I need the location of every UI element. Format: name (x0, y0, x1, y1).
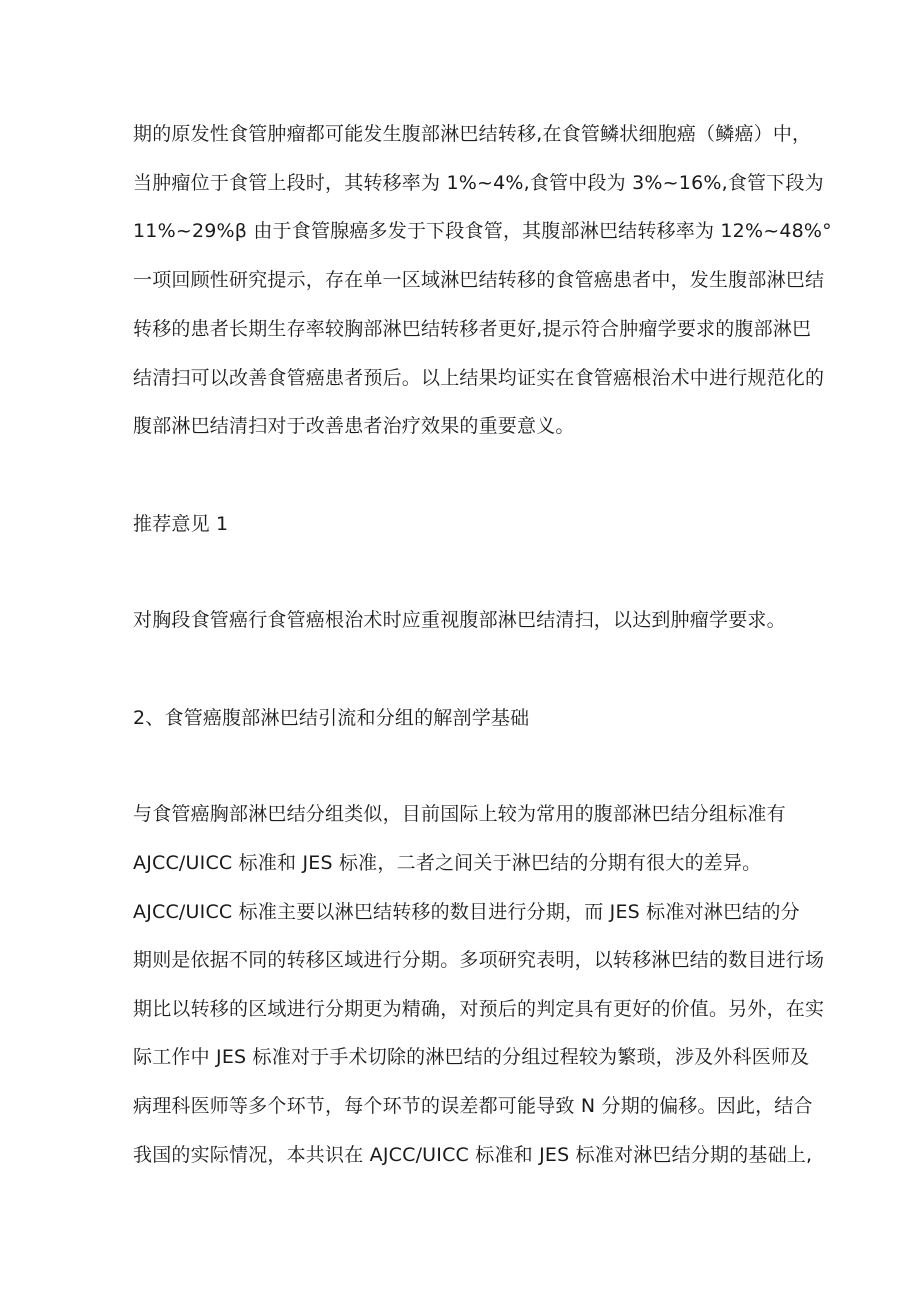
recommendation-text: 对胸段食管癌行食管癌根治术时应重视腹部淋巴结清扫，以达到肿瘤学要求。 (133, 609, 786, 631)
paragraph-2-line-3: AJCC/UICC 标准主要以淋巴结转移的数目进行分期，而 JES 标准对淋巴结的分 (133, 901, 800, 923)
paragraph-1-line-7: 腹部淋巴结清扫对于改善患者治疗效果的重要意义。 (133, 415, 575, 437)
paragraph-1-line-4: 一项回顾性研究提示，存在单一区域淋巴结转移的食管癌患者中，发生腹部淋巴结 (133, 269, 825, 291)
paragraph-2-line-4: 期则是依据不同的转移区域进行分期。多项研究表明，以转移淋巴结的数目进行场 (133, 949, 825, 971)
paragraph-1-line-5: 转移的患者长期生存率较胸部淋巴结转移者更好,提示符合肿瘤学要求的腹部淋巴 (133, 318, 812, 340)
paragraph-2-line-1: 与食管癌胸部淋巴结分组类似，目前国际上较为常用的腹部淋巴结分组标准有 (133, 803, 786, 825)
paragraph-2-line-2: AJCC/UICC 标准和 JES 标准，二者之间关于淋巴结的分期有很大的差异。 (133, 852, 762, 874)
section-heading: 2、食管癌腹部淋巴结引流和分组的解剖学基础 (133, 707, 530, 729)
recommendation-heading: 推荐意见 1 (133, 513, 229, 535)
paragraph-2-line-5: 期比以转移的区域进行分期更为精确，对预后的判定具有更好的价值。另外，在实 (133, 998, 825, 1020)
paragraph-1-line-1: 期的原发性食管肿瘤都可能发生腹部淋巴结转移,在食管鳞状细胞癌（鳞癌）中， (133, 123, 812, 145)
paragraph-2-line-7: 病理科医师等多个环节，每个环节的误差都可能导致 N 分期的偏移。因此，结合 (133, 1095, 813, 1117)
paragraph-1-line-3: 11%~29%β 由于食管腺癌多发于下段食管，其腹部淋巴结转移率为 12%~48%° (133, 220, 832, 242)
paragraph-2-line-8: 我国的实际情况，本共识在 AJCC/UICC 标准和 JES 标准对淋巴结分期的基础上, (133, 1144, 813, 1166)
paragraph-1-line-2: 当肿瘤位于食管上段时，其转移率为 1%~4%,食管中段为 3%~16%,食管下段为 (133, 172, 824, 194)
paragraph-1-line-6: 结清扫可以改善食管癌患者预后。以上结果均证实在食管癌根治术中进行规范化的 (133, 367, 825, 389)
paragraph-2-line-6: 际工作中 JES 标准对于手术切除的淋巴结的分组过程较为繁琐，涉及外科医师及 (133, 1046, 810, 1068)
